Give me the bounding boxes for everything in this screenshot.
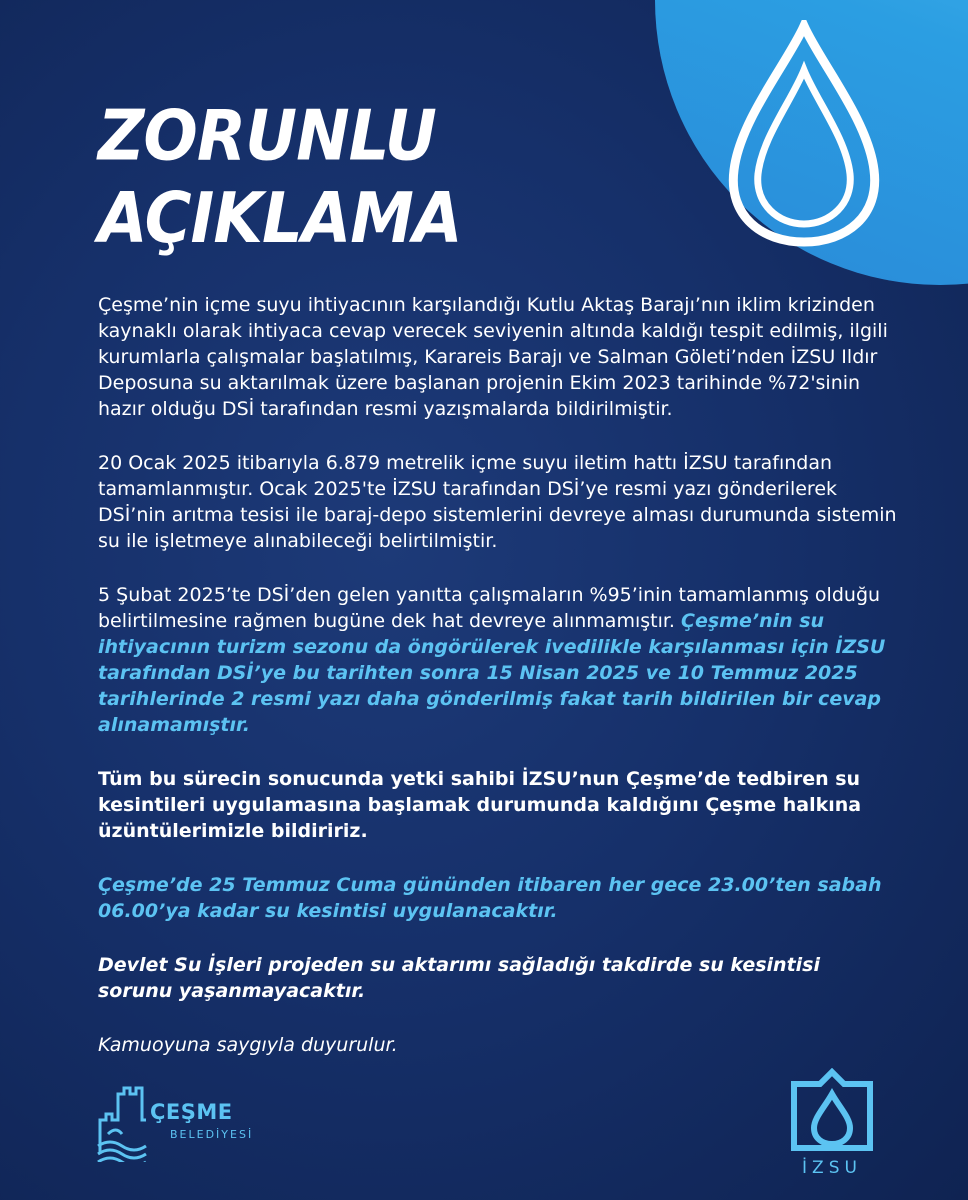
page-title xyxy=(98,96,461,260)
cesme-name: ÇEŞME xyxy=(150,1100,233,1124)
paragraph-2: 20 Ocak 2025 itibarıyla 6.879 metrelik içme suyu iletim hattı İZSU tarafından tamamlanmıştır. Ocak 2025'te İZSU tarafından DSİ’ye resmi yazı gönderilerek DSİ’nin arıtma tesisi ile baraj-depo sistemlerini devreye alması durumunda sistemin su ile işletmeye alınabileceği belirtilmiştir. xyxy=(98,452,897,552)
paragraph-3-highlight: Çeşme’nin su ihtiyacının turizm sezonu da öngörülerek ivedilikle karşılanması için İZSU tarafından DSİ’ye bu tarihten sonra 15 Nisan 2025 ve 10 Temmuz 2025 tarihlerinde 2 resmi yazı daha gönderilmiş fakat tarih bildirilen bir cevap alınamamıştır. xyxy=(98,610,886,736)
paragraph-4: Tüm bu sürecin sonucunda yetki sahibi İZSU’nun Çeşme’de tedbiren su kesintileri uygulamasına başlamak durumunda kaldığını Çeşme halkına üzüntülerimizle bildiririz. xyxy=(98,768,862,842)
paragraph-6: Devlet Su İşleri projeden su aktarımı sağladığı takdirde su kesintisi sorunu yaşanmayacaktır. xyxy=(98,954,820,1002)
paragraph-7-closing: Kamuoyuna saygıyla duyurulur. xyxy=(98,1034,398,1056)
water-drop-icon xyxy=(722,20,886,248)
paragraph-1: Çeşme’nin içme suyu ihtiyacının karşılandığı Kutlu Aktaş Barajı’nın iklim krizinden kaynaklı olarak ihtiyaca cevap verecek seviyenin altında kaldığı tespit edilmiş, ilgili kurumlarla çalışmalar başlatılmış, Karareis Barajı ve Salman Göleti’nden İZSU Ildır Deposuna su aktarılmak üzere başlanan projenin Ekim 2023 tarihinde %72'sinin hazır olduğu DSİ tarafından resmi yazışmalarda bildirilmiştir. xyxy=(98,294,888,420)
title-line-2: AÇIKLAMA xyxy=(98,179,462,260)
paragraph-3-text: 5 Şubat 2025’te DSİ’den gelen yanıtta çalışmaların %95’inin tamamlanmış olduğu belirtilmesine rağmen bugüne dek hat devreye alınmamıştır. xyxy=(98,584,881,632)
statement-body xyxy=(98,292,898,1086)
paragraph-3 xyxy=(98,582,898,738)
paragraph-5-schedule: Çeşme’de 25 Temmuz Cuma gününden itibaren her gece 23.00’ten sabah 06.00’ya kadar su kesintisi uygulanacaktır. xyxy=(98,874,882,922)
cesme-subtitle: BELEDİYESİ xyxy=(170,1128,254,1141)
izsu-wordmark: İZSU xyxy=(802,1158,862,1178)
izsu-drop-icon xyxy=(790,1068,874,1152)
title-line-1: ZORUNLU xyxy=(98,97,436,177)
